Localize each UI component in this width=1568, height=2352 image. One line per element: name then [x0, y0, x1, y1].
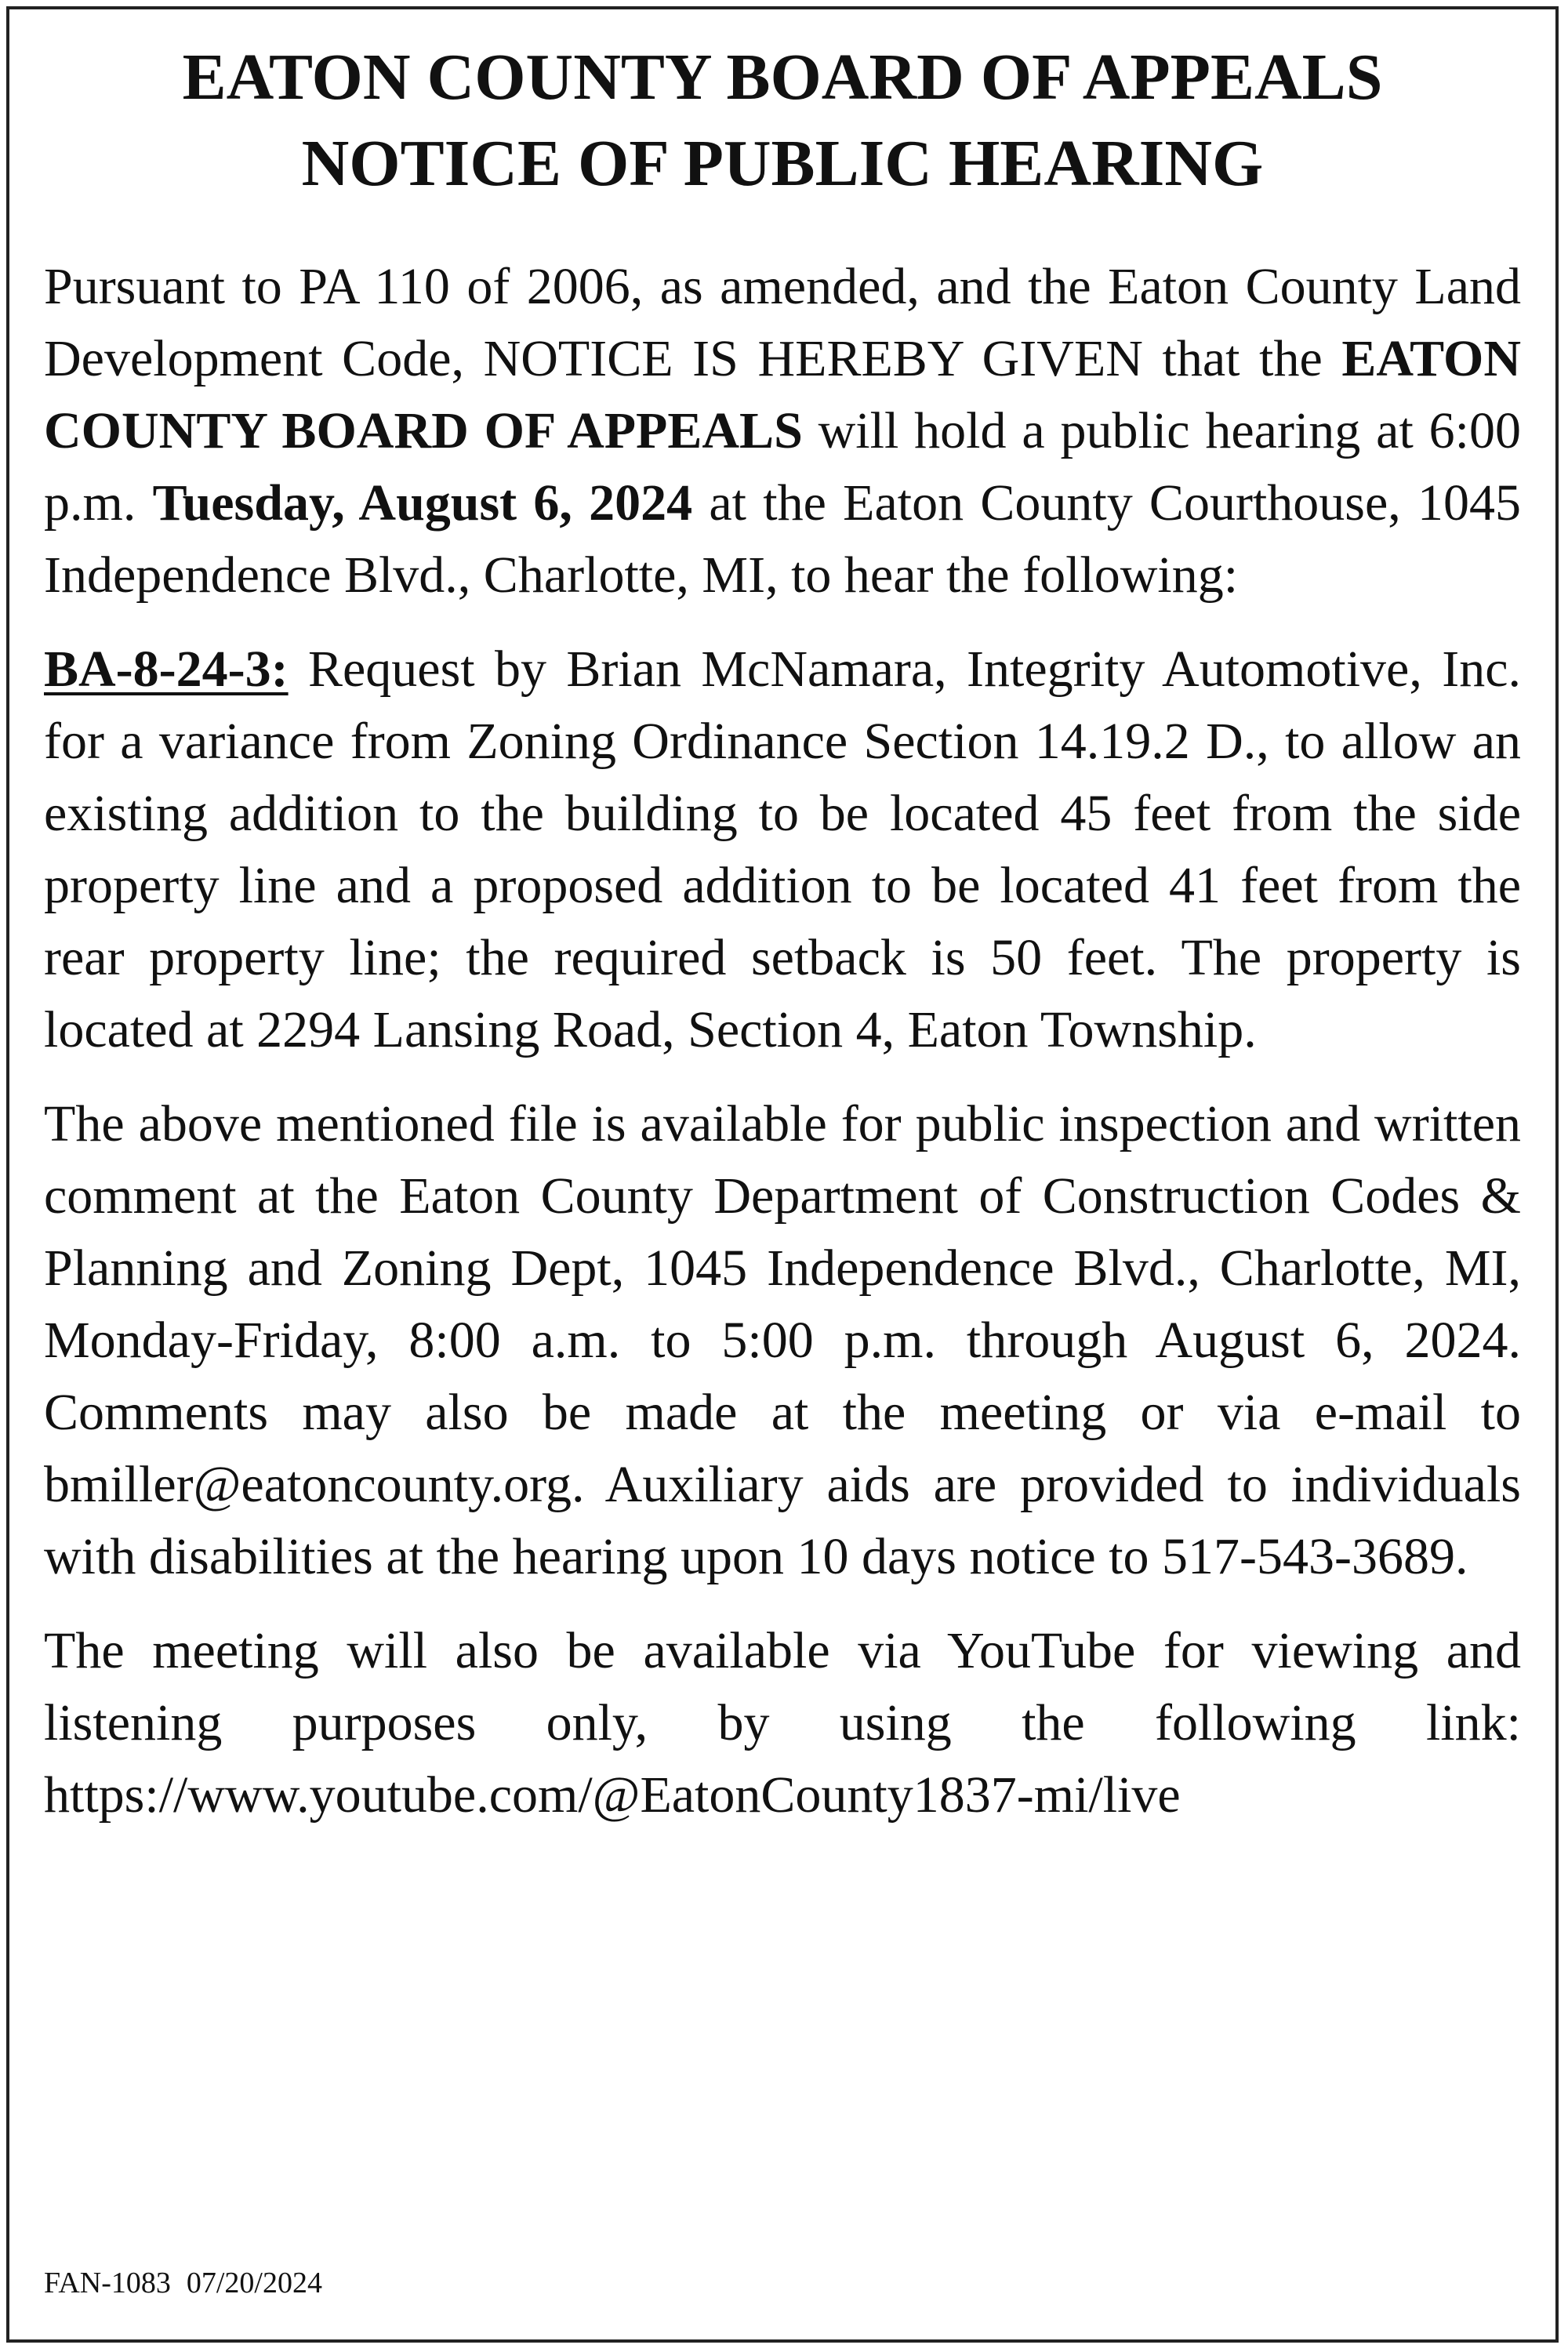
- intro-paragraph: [44, 251, 1521, 612]
- case-text: Request by Brian McNamara, Integrity Automotive, Inc. for a variance from Zoning Ordinance Section 14.19.2 D., to allow an existing addition to the building to be located 45 feet from the side property line and a proposed addition to be located 41 feet from the rear property line; the required setback is 50 feet. The property is located at 2294 Lansing Road, Section 4, Eaton Township.: [44, 641, 1521, 1058]
- inspection-text: The above mentioned file is available for public inspection and written comment at the Eaton County Department of Construction Codes & Planning and Zoning Dept, 1045 Independence Blvd., Charlotte, MI, Monday-Friday, 8:00 a.m. to 5:00 p.m. through August 6, 2024. Comments may also be made at the meeting or via e-mail to bmiller@eatoncounty.org. Auxiliary aids are provided to individuals with disabilities at the hearing upon 10 days notice to 517-543-3689.: [44, 1095, 1521, 1585]
- youtube-paragraph: [44, 1615, 1521, 1831]
- notice-title: [9, 34, 1555, 207]
- notice-body: [44, 251, 1521, 1853]
- notice-footer: [44, 2266, 322, 2300]
- intro-text-1: Pursuant to PA 110 of 2006, as amended, and the Eaton County Land Development Code, NOTICE IS HEREBY GIVEN that the: [44, 258, 1521, 387]
- footer-code: FAN-1083: [44, 2267, 171, 2299]
- title-line-notice: NOTICE OF PUBLIC HEARING: [301, 127, 1264, 200]
- youtube-text: The meeting will also be available via YouTube for viewing and listening purposes only, by using the following link:: [44, 1622, 1521, 1751]
- inspection-paragraph: [44, 1088, 1521, 1593]
- hearing-date: Tuesday, August 6, 2024: [152, 474, 693, 532]
- public-notice: [6, 6, 1559, 2343]
- board-name: EATON COUNTY BOARD OF APPEALS: [44, 330, 1521, 459]
- footer-date: 07/20/2024: [186, 2267, 322, 2299]
- intro-text-2: will hold a public hearing at 6:00 p.m.: [44, 402, 1521, 532]
- intro-text-3: at the Eaton County Courthouse, 1045 Independence Blvd., Charlotte, MI, to hear the following:: [44, 474, 1521, 604]
- youtube-link[interactable]: https://www.youtube.com/@EatonCounty1837-mi/live: [44, 1766, 1181, 1824]
- case-paragraph: [44, 633, 1521, 1066]
- case-id: BA-8-24-3:: [44, 641, 289, 698]
- title-line-board: EATON COUNTY BOARD OF APPEALS: [182, 41, 1383, 114]
